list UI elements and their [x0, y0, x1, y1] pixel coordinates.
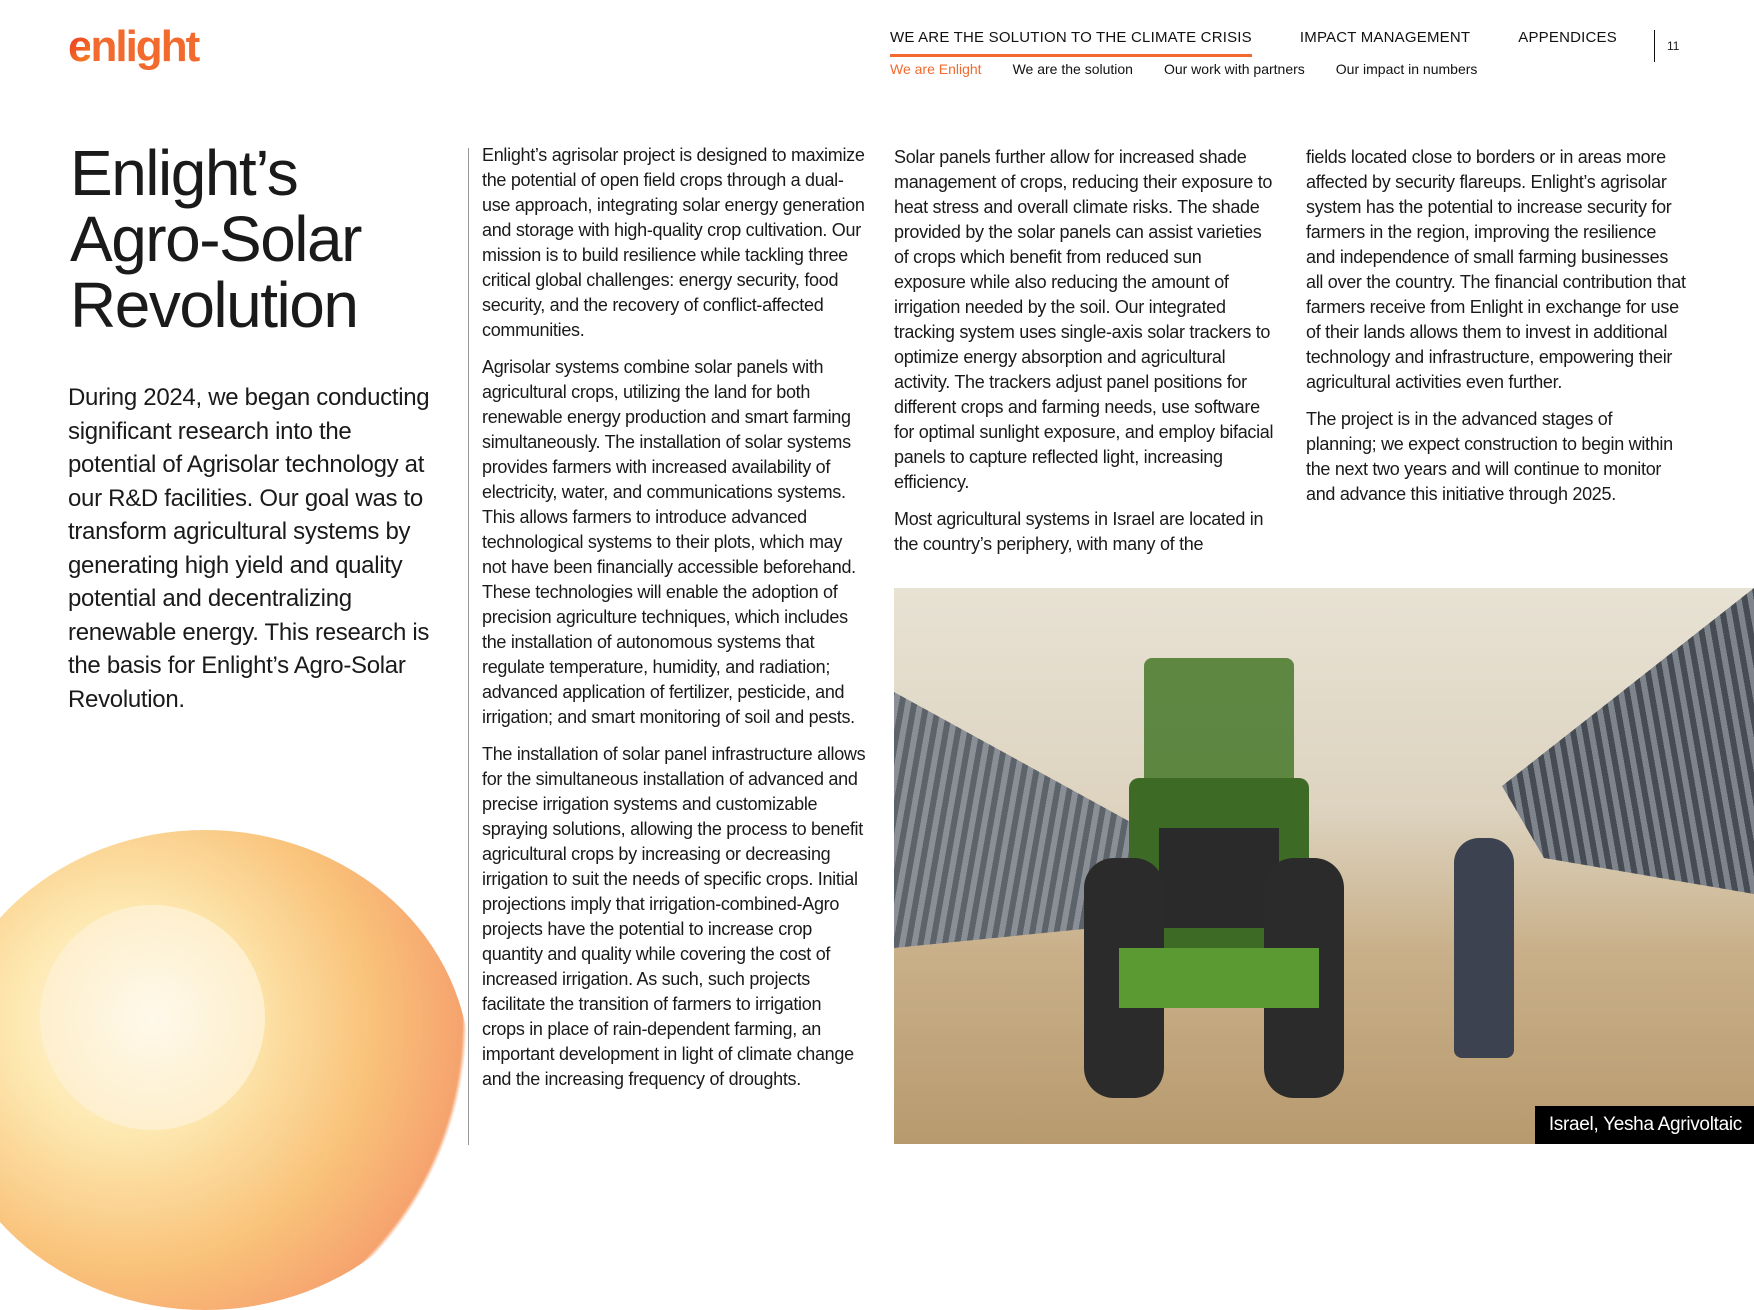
- text-column-2: [894, 145, 1274, 569]
- nav-climate-crisis[interactable]: WE ARE THE SOLUTION TO THE CLIMATE CRISIS: [890, 29, 1252, 57]
- page-number: 11: [1654, 30, 1679, 62]
- nav-appendices[interactable]: APPENDICES: [1518, 29, 1617, 46]
- tractor: [1084, 658, 1344, 1098]
- paragraph: fields located close to borders or in areas more affected by security flareups. Enlight’s agrisolar system has the potential to increase security for farmers in the region, improving the resilience and independence of small farming businesses all over the country. The financial contribution that farmers receive from Enlight in exchange for use of their lands allows them to invest in additional technology and infrastructure, empowering their agricultural activities even further.: [1306, 147, 1686, 392]
- paragraph: Most agricultural systems in Israel are located in the country’s periphery, with many of the: [894, 509, 1264, 554]
- paragraph: The project is in the advanced stages of planning; we expect construction to begin within the next two years and will continue to monitor and advance this initiative through 2025.: [1306, 409, 1673, 504]
- paragraph: The installation of solar panel infrastructure allows for the simultaneous installation of advanced and precise irrigation systems and customizable spraying solutions, allowing the process to benefit agricultural crops by increasing or decreasing irrigation to suit the needs of specific crops. Initial projections imply that irrigation-combined-Agro projects have the potential to increase crop quantity and quality while covering the cost of increased irrigation. As such, such projects facilitate the transition of farmers to irrigation crops in place of rain-dependent farming, an important development in light of climate change and the increasing frequency of droughts.: [482, 744, 866, 1089]
- paragraph: Solar panels further allow for increased shade management of crops, reducing their exposure to heat stress and overall climate risks. The shade provided by the solar panels can assist varieties of crops which benefit from reduced sun exposure while also reducing the amount of irrigation needed by the soil. Our integrated tracking system uses single-axis solar trackers to optimize energy absorption and agricultural activity. The trackers adjust panel positions for different crops and farming needs, use software for optimal sunlight exposure, and employ bifacial panels to capture reflected light, increasing efficiency.: [894, 147, 1274, 492]
- agrivoltaic-photo: [894, 588, 1754, 1144]
- photo-caption: Israel, Yesha Agrivoltaic: [1535, 1106, 1754, 1144]
- farmer: [1454, 838, 1514, 1058]
- subnav-we-are-the-solution[interactable]: We are the solution: [1012, 61, 1133, 77]
- paragraph: Enlight’s agrisolar project is designed to maximize the potential of open field crops through a dual-use approach, integrating solar energy generation and storage with high-quality crop cultivation. Our mission is to build resilience while tackling three critical global challenges: energy security, food security, and the recovery of conflict-affected communities.: [482, 145, 865, 340]
- subnav-we-are-enlight[interactable]: We are Enlight: [890, 61, 982, 77]
- nav-impact-management[interactable]: IMPACT MANAGEMENT: [1299, 29, 1471, 46]
- paragraph: Agrisolar systems combine solar panels with agricultural crops, utilizing the land for both renewable energy production and smart farming simultaneously. The installation of solar systems provides farmers with increased availability of electricity, water, and communications systems. This allows farmers to introduce advanced technological systems to their plots, which may not have been financially accessible beforehand. These technologies will enable the adoption of precision agriculture techniques, which includes the installation of autonomous systems that regulate temperature, humidity, and radiation; advanced application of fertilizer, pesticide, and irrigation; and smart monitoring of soil and pests.: [482, 357, 856, 727]
- solar-panels-right: [1334, 588, 1754, 948]
- subnav-work-with-partners[interactable]: Our work with partners: [1163, 61, 1305, 77]
- text-column-1: [482, 143, 867, 1104]
- subnav-impact-in-numbers[interactable]: Our impact in numbers: [1335, 61, 1478, 77]
- sub-nav: [890, 61, 1508, 77]
- lead-paragraph: During 2024, we began conducting significant research into the potential of Agrisolar technology at our R&D facilities. Our goal was to transform agricultural systems by generating high yield and quality potential and decentralizing renewable energy. This research is the basis for Enlight’s Agro-Solar Revolution.: [68, 384, 430, 713]
- enlight-logo[interactable]: enlight: [68, 22, 199, 71]
- text-column-3: [1306, 145, 1686, 519]
- column-divider: [468, 148, 469, 1145]
- page-title: Enlight’s Agro-Solar Revolution: [70, 137, 361, 341]
- decorative-inner-circle: [40, 905, 265, 1130]
- top-nav: [890, 29, 1665, 57]
